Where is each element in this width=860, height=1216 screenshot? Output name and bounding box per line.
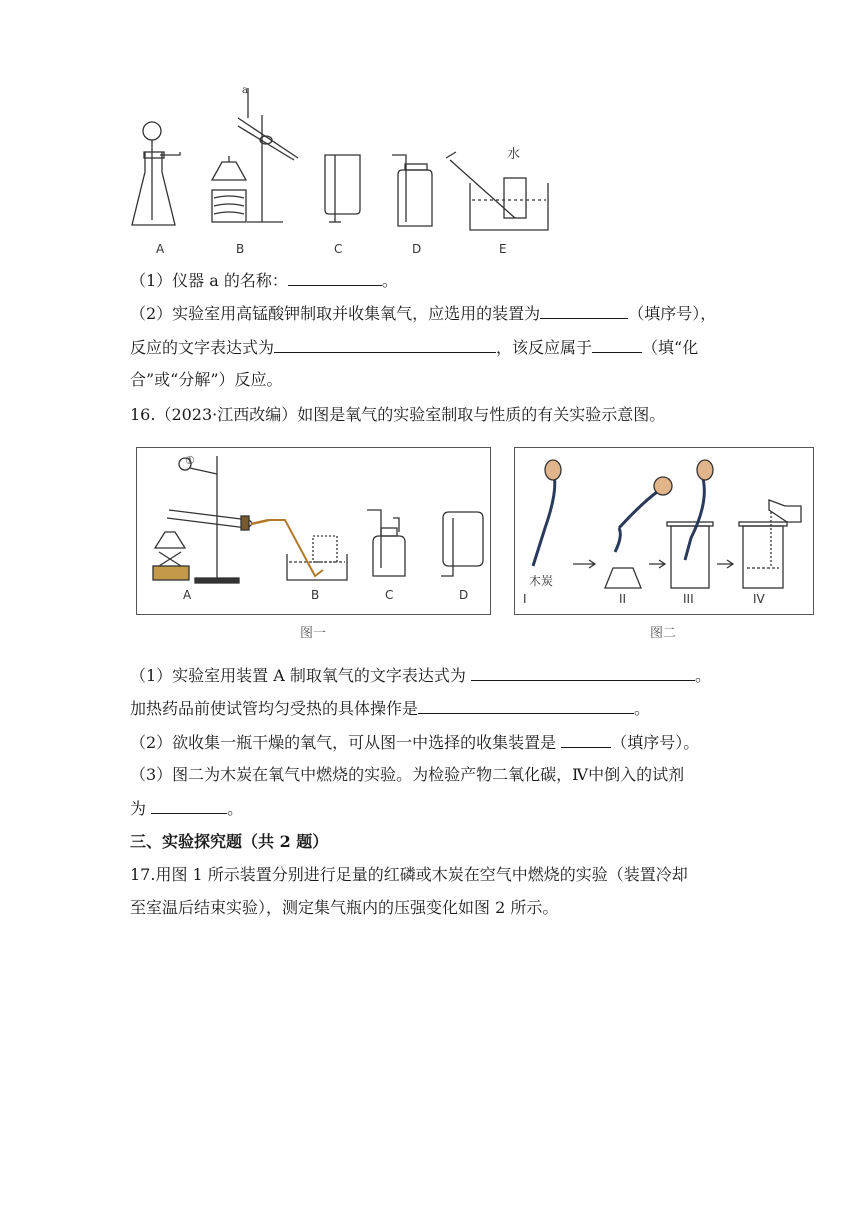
q15-part2-line2	[130, 336, 698, 359]
q16-p3-l2-suffix: 。	[227, 799, 244, 818]
answer-blank[interactable]	[540, 302, 628, 319]
q16-part3-line2	[130, 797, 243, 820]
fig2-charcoal-label: 木炭	[529, 574, 554, 588]
fig1-label-C: C	[385, 588, 394, 602]
answer-blank[interactable]	[288, 269, 382, 286]
figure-2-box	[514, 447, 814, 615]
fig2-label-I: I	[523, 592, 527, 606]
fig1-label-D: D	[459, 588, 469, 602]
top-apparatus-drawing	[0, 0, 860, 260]
answer-blank[interactable]	[151, 797, 227, 814]
q15-part1	[130, 269, 398, 292]
figure-2-caption: 图二	[650, 626, 677, 641]
figure-2-drawing	[515, 448, 813, 614]
fig2-label-IV: IV	[753, 592, 765, 606]
fig2-label-III: III	[683, 592, 694, 606]
answer-blank[interactable]	[471, 664, 695, 681]
answer-blank[interactable]	[561, 731, 611, 748]
fig-label-C: C	[334, 242, 343, 256]
label-a: a	[242, 85, 248, 96]
label-water: 水	[507, 147, 521, 162]
q17-line1: 17.用图 1 所示装置分别进行足量的红磷或木炭在空气中燃烧的实验（装置冷却	[130, 865, 688, 884]
q16-p1-suffix: 。	[695, 666, 712, 685]
answer-blank[interactable]	[592, 336, 642, 353]
q15-p2-l2-mid: ，该反应属于	[496, 338, 593, 357]
fig1-label-B: B	[311, 588, 320, 602]
q16-p2-text: （2）欲收集一瓶干燥的氧气，可从图一中选择的收集装置是	[130, 733, 557, 752]
fig2-label-II: II	[619, 592, 627, 606]
q15-p2-suffix: （填序号），	[628, 304, 717, 323]
figure-1-caption: 图一	[300, 626, 327, 641]
fig-label-A: A	[156, 242, 165, 256]
fig1-label-A: A	[183, 588, 192, 602]
section-3-title: 三、实验探究题（共 2 题）	[130, 832, 329, 851]
q16-p1b-text: 加热药品前使试管均匀受热的具体操作是	[130, 699, 419, 718]
q16-p3-l2-prefix: 为	[130, 799, 147, 818]
fig-label-E: E	[499, 242, 507, 256]
q15-p2-l2-prefix: 反应的文字表达式为	[130, 338, 275, 357]
q16-stem: 16.（2023·江西改编）如图是氧气的实验室制取与性质的有关实验示意图。	[130, 405, 666, 424]
q15-p2-l2-suffix: （填“化	[642, 338, 699, 357]
q17-line2: 至室温后结束实验），测定集气瓶内的压强变化如图 2 所示。	[130, 898, 559, 917]
fig-label-B: B	[236, 242, 245, 256]
q15-p1-text: （1）仪器 a 的名称：	[130, 271, 288, 290]
q16-p1b-suffix: 。	[634, 699, 651, 718]
fig1-circle-1: ①	[185, 454, 195, 467]
q15-p1-suffix: 。	[381, 271, 398, 290]
q16-part2	[130, 731, 699, 754]
q16-part1	[130, 664, 711, 687]
answer-blank[interactable]	[418, 697, 634, 714]
q15-part2-line3: 合”或“分解”）反应。	[130, 370, 283, 389]
q16-p1-text: （1）实验室用装置 A 制取氧气的文字表达式为	[130, 666, 466, 685]
figure-1-box	[136, 447, 491, 615]
answer-blank[interactable]	[274, 336, 496, 353]
q15-p2-text: （2）实验室用高锰酸钾制取并收集氧气，应选用的装置为	[130, 304, 541, 323]
q16-part1b	[130, 697, 650, 720]
fig-label-D: D	[412, 242, 422, 256]
q15-part2-line1	[130, 302, 716, 325]
q16-part3-line1: （3）图二为木炭在氧气中燃烧的实验。为检验产物二氧化碳，Ⅳ中倒入的试剂	[130, 765, 685, 784]
q16-p2-suffix: （填序号）。	[611, 733, 700, 752]
